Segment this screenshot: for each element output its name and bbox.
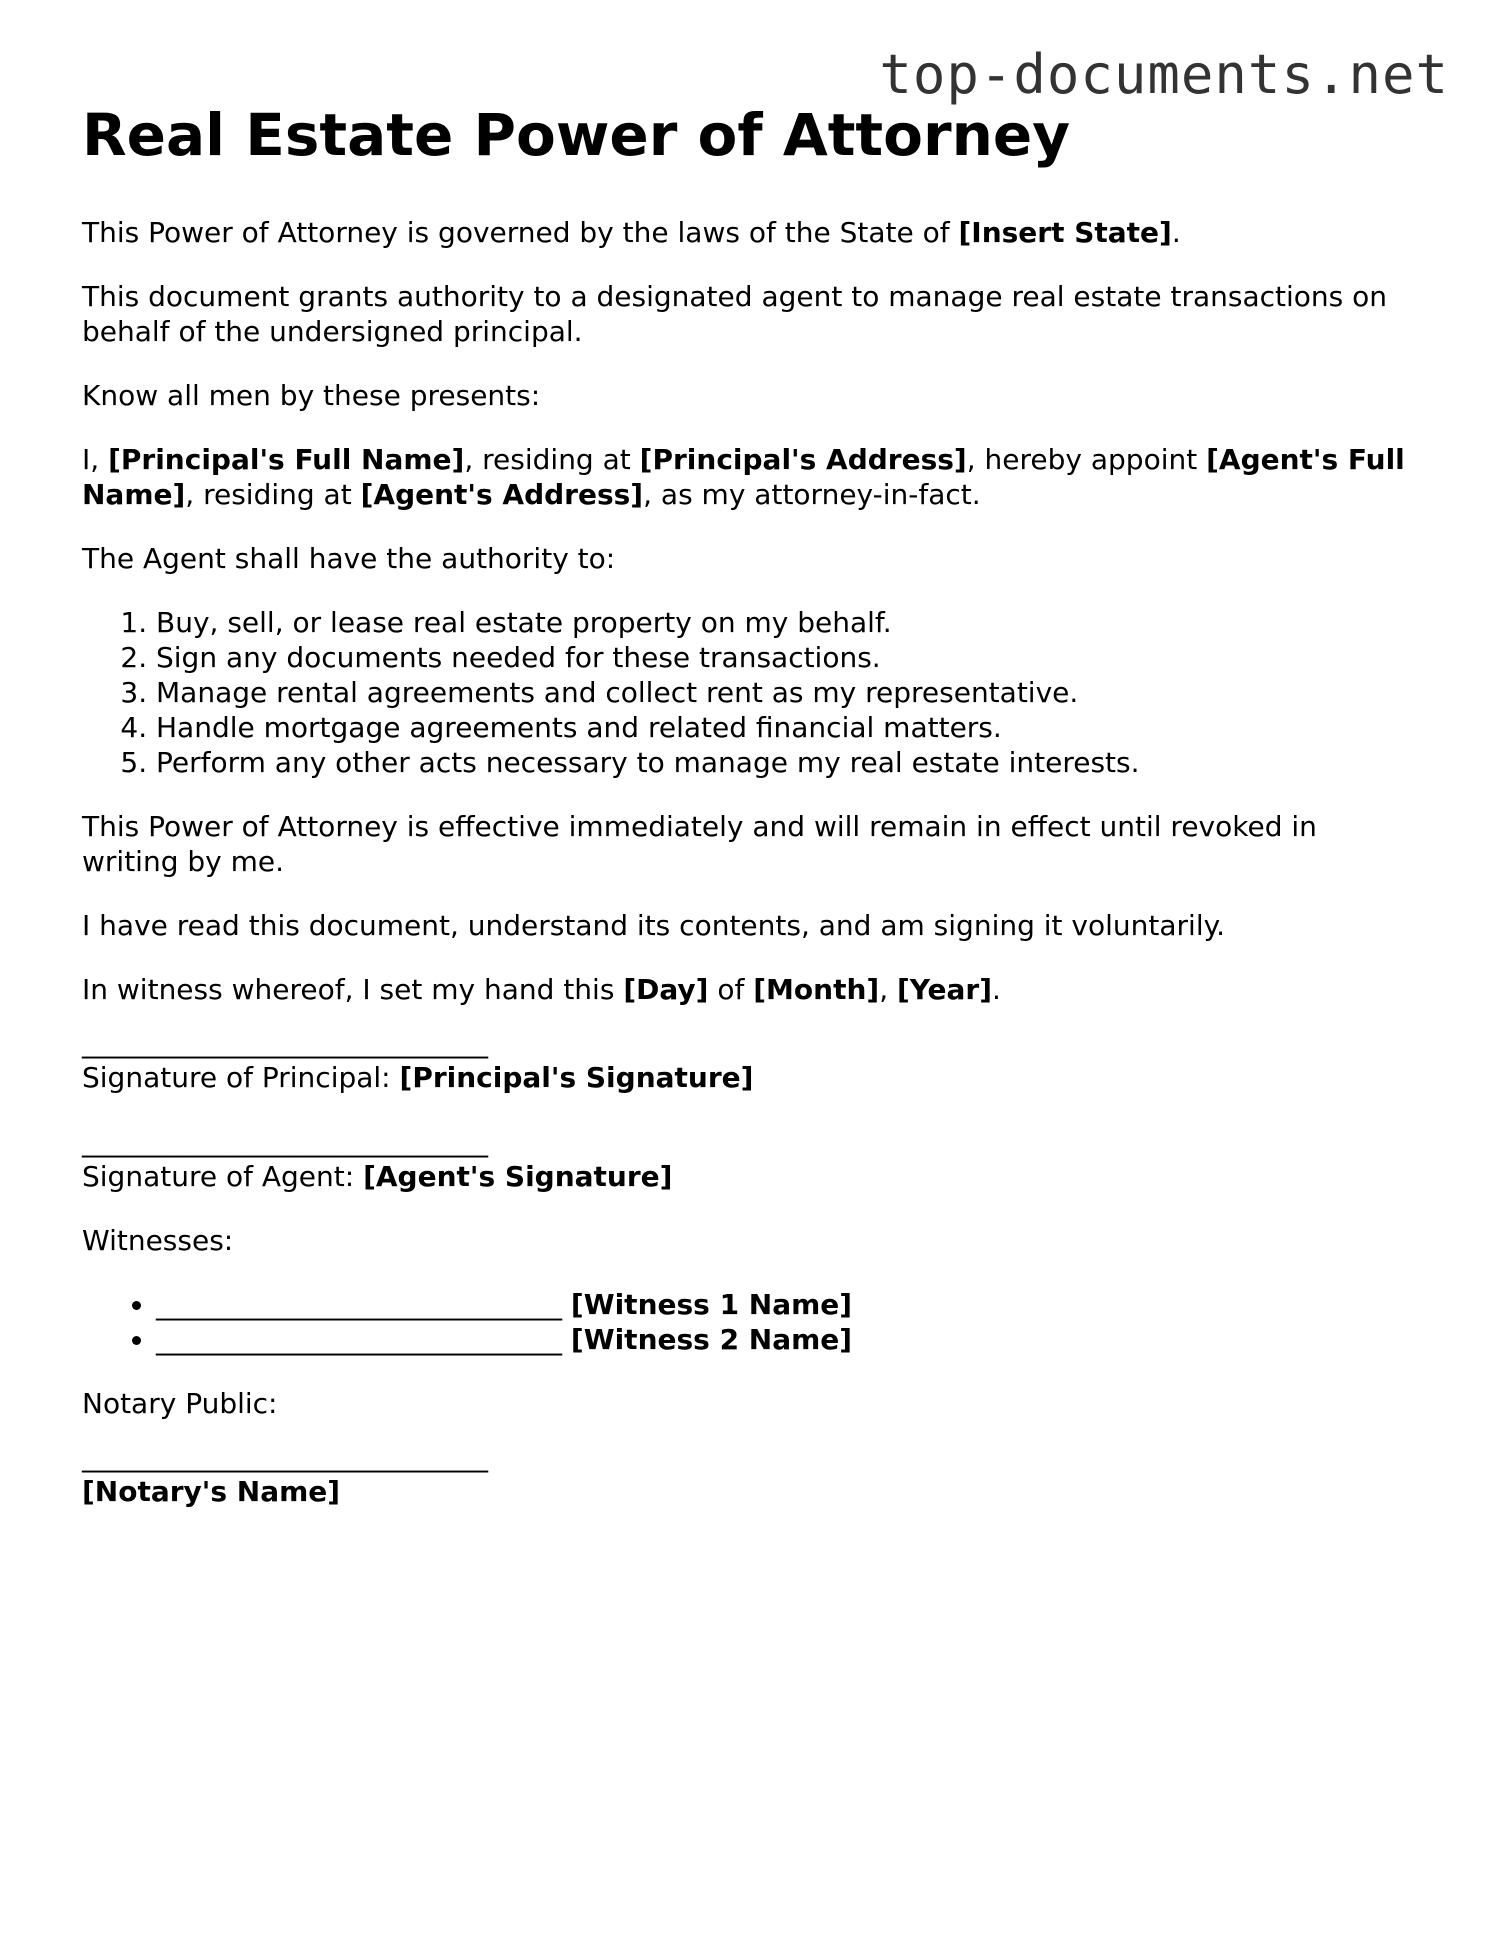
day-placeholder: [Day] <box>623 973 709 1006</box>
authority-item: 1. Buy, sell, or lease real estate property on my behalf. <box>156 605 1422 640</box>
authority-item: 2. Sign any documents needed for these transactions. <box>156 640 1422 675</box>
principal-signature-placeholder: [Principal's Signature] <box>399 1061 754 1094</box>
principal-address-placeholder: [Principal's Address] <box>639 443 967 476</box>
witness-signature-line: _____________________________ <box>156 1288 562 1321</box>
authority-item: 3. Manage rental agreements and collect rent as my representative. <box>156 675 1422 710</box>
witness-whereof-paragraph: In witness whereof, I set my hand this [Day] of [Month], [Year]. <box>82 973 1001 1006</box>
watermark: top-documents.net <box>879 43 1449 106</box>
governing-law-text: This Power of Attorney is governed by the laws of the State of <box>82 216 959 249</box>
agent-address-placeholder: [Agent's Address] <box>360 478 644 511</box>
effective-paragraph: This Power of Attorney is effective immediately and will remain in effect until revoked in writing by me. <box>82 810 1317 878</box>
state-placeholder: [Insert State] <box>958 216 1172 249</box>
read-statement: I have read this document, understand its contents, and am signing it voluntarily. <box>82 909 1226 942</box>
witness-name-placeholder: [Witness 2 Name] <box>570 1323 853 1356</box>
witness-item <box>156 1287 1422 1322</box>
intro-paragraph: This document grants authority to a designated agent to manage real estate transactions on behalf of the undersigned principal. <box>82 280 1388 348</box>
witness-item <box>156 1322 1422 1357</box>
document-title: Real Estate Power of Attorney <box>82 101 1071 169</box>
authority-item: 5. Perform any other acts necessary to manage my real estate interests. <box>156 745 1422 780</box>
principal-signature-block <box>82 1025 1422 1095</box>
document-body <box>82 215 1422 1538</box>
notary-name-placeholder: [Notary's Name] <box>82 1475 341 1508</box>
principal-signature-label: Signature of Principal: [Principal's Signature] <box>82 1061 754 1094</box>
principal-name-placeholder: [Principal's Full Name] <box>108 443 465 476</box>
agent-signature-line: _____________________________ <box>82 1125 488 1158</box>
month-placeholder: [Month] <box>753 973 880 1006</box>
authority-list <box>82 605 1422 780</box>
governing-law-paragraph: This Power of Attorney is governed by the laws of the State of [Insert State]. <box>82 216 1181 249</box>
agent-signature-block <box>82 1124 1422 1194</box>
witnesses-list <box>82 1287 1422 1357</box>
year-placeholder: [Year] <box>897 973 992 1006</box>
witnesses-label: Witnesses: <box>82 1224 234 1257</box>
agent-signature-placeholder: [Agent's Signature] <box>363 1160 673 1193</box>
agent-signature-label: Signature of Agent: [Agent's Signature] <box>82 1160 673 1193</box>
authority-intro: The Agent shall have the authority to: <box>82 542 616 575</box>
agent-name-placeholder: [Agent's Full Name] <box>82 443 1405 511</box>
know-all-paragraph: Know all men by these presents: <box>82 379 541 412</box>
notary-signature-block <box>82 1439 1422 1509</box>
notary-signature-line: _____________________________ <box>82 1440 488 1473</box>
notary-label: Notary Public: <box>82 1387 278 1420</box>
notary-name-label <box>82 1474 1422 1509</box>
authority-item: 4. Handle mortgage agreements and related financial matters. <box>156 710 1422 745</box>
witness-name-placeholder: [Witness 1 Name] <box>570 1288 853 1321</box>
appointment-paragraph: I, [Principal's Full Name], residing at [Principal's Address], hereby appoint [Agent's Full Name], residing at [Agent's Address], as my attorney-in-fact. <box>82 443 1405 511</box>
principal-signature-line: _____________________________ <box>82 1026 488 1059</box>
witness-signature-line: _____________________________ <box>156 1323 562 1356</box>
